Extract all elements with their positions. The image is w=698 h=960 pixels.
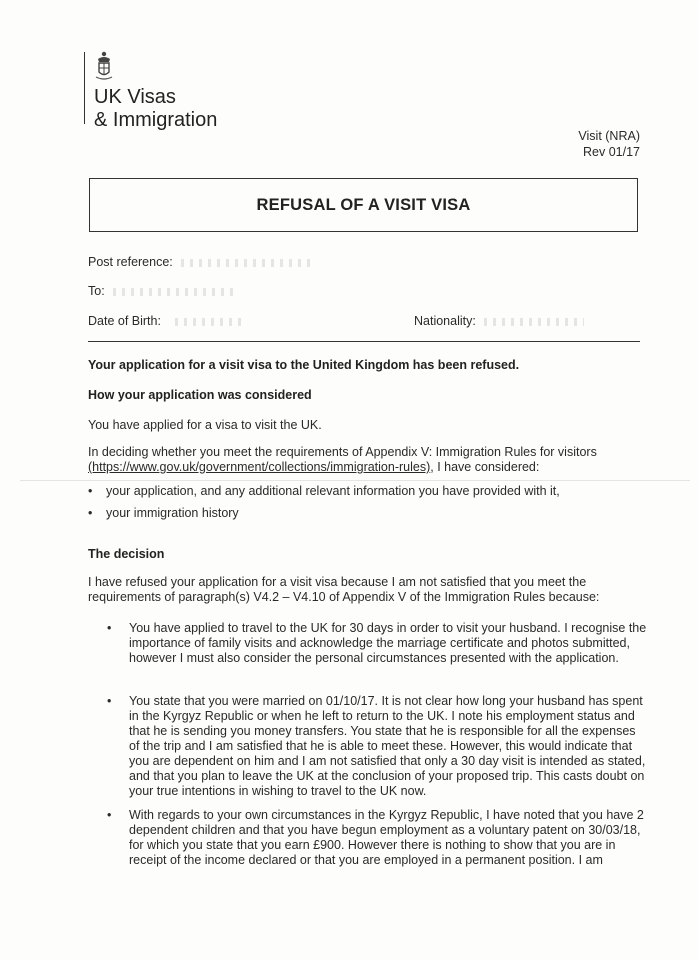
decision-item-3 <box>107 808 650 870</box>
logo-line-1: UK Visas <box>94 86 176 108</box>
form-code-name: Visit (NRA) <box>578 129 640 143</box>
bullet-icon: • <box>88 506 93 520</box>
to-field <box>88 284 233 298</box>
decision-item-text: With regards to your own circumstances in the Kyrgyz Republic, I have noted that you have 2 dependent children and that you have begun employment as a voluntary patent on 30/03/18, for which you state that you earn £900. However there is nothing to show that you are in receipt of the income declared or that you are employed in a permanent position. I am <box>129 808 644 867</box>
post-reference-field <box>88 255 311 269</box>
applied-text: You have applied for a visa to visit the UK. <box>88 418 322 432</box>
section-divider <box>88 341 640 342</box>
document-title: REFUSAL OF A VISIT VISA <box>256 195 471 214</box>
deciding-text-1: In deciding whether you meet the requirements of Appendix V: Immigration Rules for visitors <box>88 445 597 459</box>
dob-field <box>88 314 245 328</box>
redacted-value <box>484 318 584 326</box>
decision-item-text: You have applied to travel to the UK for 30 days in order to visit your husband. I recognise the importance of family visits and acknowledge the marriage certificate and photos submitted, however I must also consider the personal circumstances presented with the application. <box>129 621 647 665</box>
decision-heading: The decision <box>88 547 165 561</box>
decision-item-text: You state that you were married on 01/10/17. It is not clear how long your husband has spent in the Kyrgyz Republic or when he left to return to the UK. I note his employment status and that he is sending you money transfers. You state that he is responsible for all the expenses of the trip and I am satisfied that he is able to meet these. However, this would indicate that you are dependent on him and I am not satisfied that only a 30 day visit is intended as stated, and that you plan to leave the UK at the conclusion of your proposed trip. This casts doubt on your true intentions in wishing to travel to the UK now. <box>129 694 646 798</box>
deciding-text-line-2 <box>88 460 648 475</box>
redacted-value <box>113 288 233 296</box>
considered-item-text: your application, and any additional relevant information you have provided with it, <box>106 484 560 498</box>
royal-crest-icon <box>92 50 116 82</box>
bullet-icon: • <box>107 808 112 822</box>
redacted-value <box>181 259 311 267</box>
logo-text <box>94 86 217 132</box>
bullet-icon: • <box>107 694 112 708</box>
dob-label: Date of Birth: <box>88 314 161 328</box>
considered-item-1 <box>88 484 560 499</box>
logo-line-2: & Immigration <box>94 109 218 131</box>
post-reference-label: Post reference: <box>88 255 173 269</box>
to-label: To: <box>88 284 105 298</box>
bullet-icon: • <box>88 484 93 498</box>
considered-heading: How your application was considered <box>88 388 312 402</box>
form-revision: Rev 01/17 <box>583 145 640 159</box>
decision-item-2 <box>107 694 650 798</box>
decision-intro: I have refused your application for a visit visa because I am not satisfied that you meet the requirements of paragraph(s) V4.2 – V4.10 of Appendix V of the Immigration Rules because: <box>88 575 600 604</box>
title-box <box>89 178 638 232</box>
scan-artifact-line <box>20 480 690 481</box>
refused-heading: Your application for a visit visa to the United Kingdom has been refused. <box>88 358 520 372</box>
immigration-rules-link[interactable]: (https://www.gov.uk/government/collections/immigration-rules) <box>88 460 431 474</box>
decision-item-1 <box>107 621 650 683</box>
bullet-icon: • <box>107 621 112 635</box>
ukvi-logo <box>84 50 264 132</box>
considered-item-2 <box>88 506 239 521</box>
logo-divider <box>84 52 85 124</box>
nationality-field <box>414 314 584 328</box>
form-code <box>578 128 640 160</box>
deciding-paragraph <box>88 445 648 475</box>
considered-item-text: your immigration history <box>106 506 239 520</box>
deciding-text-2: , I have considered: <box>430 460 540 474</box>
nationality-label: Nationality: <box>414 314 476 328</box>
redacted-value <box>175 318 245 326</box>
